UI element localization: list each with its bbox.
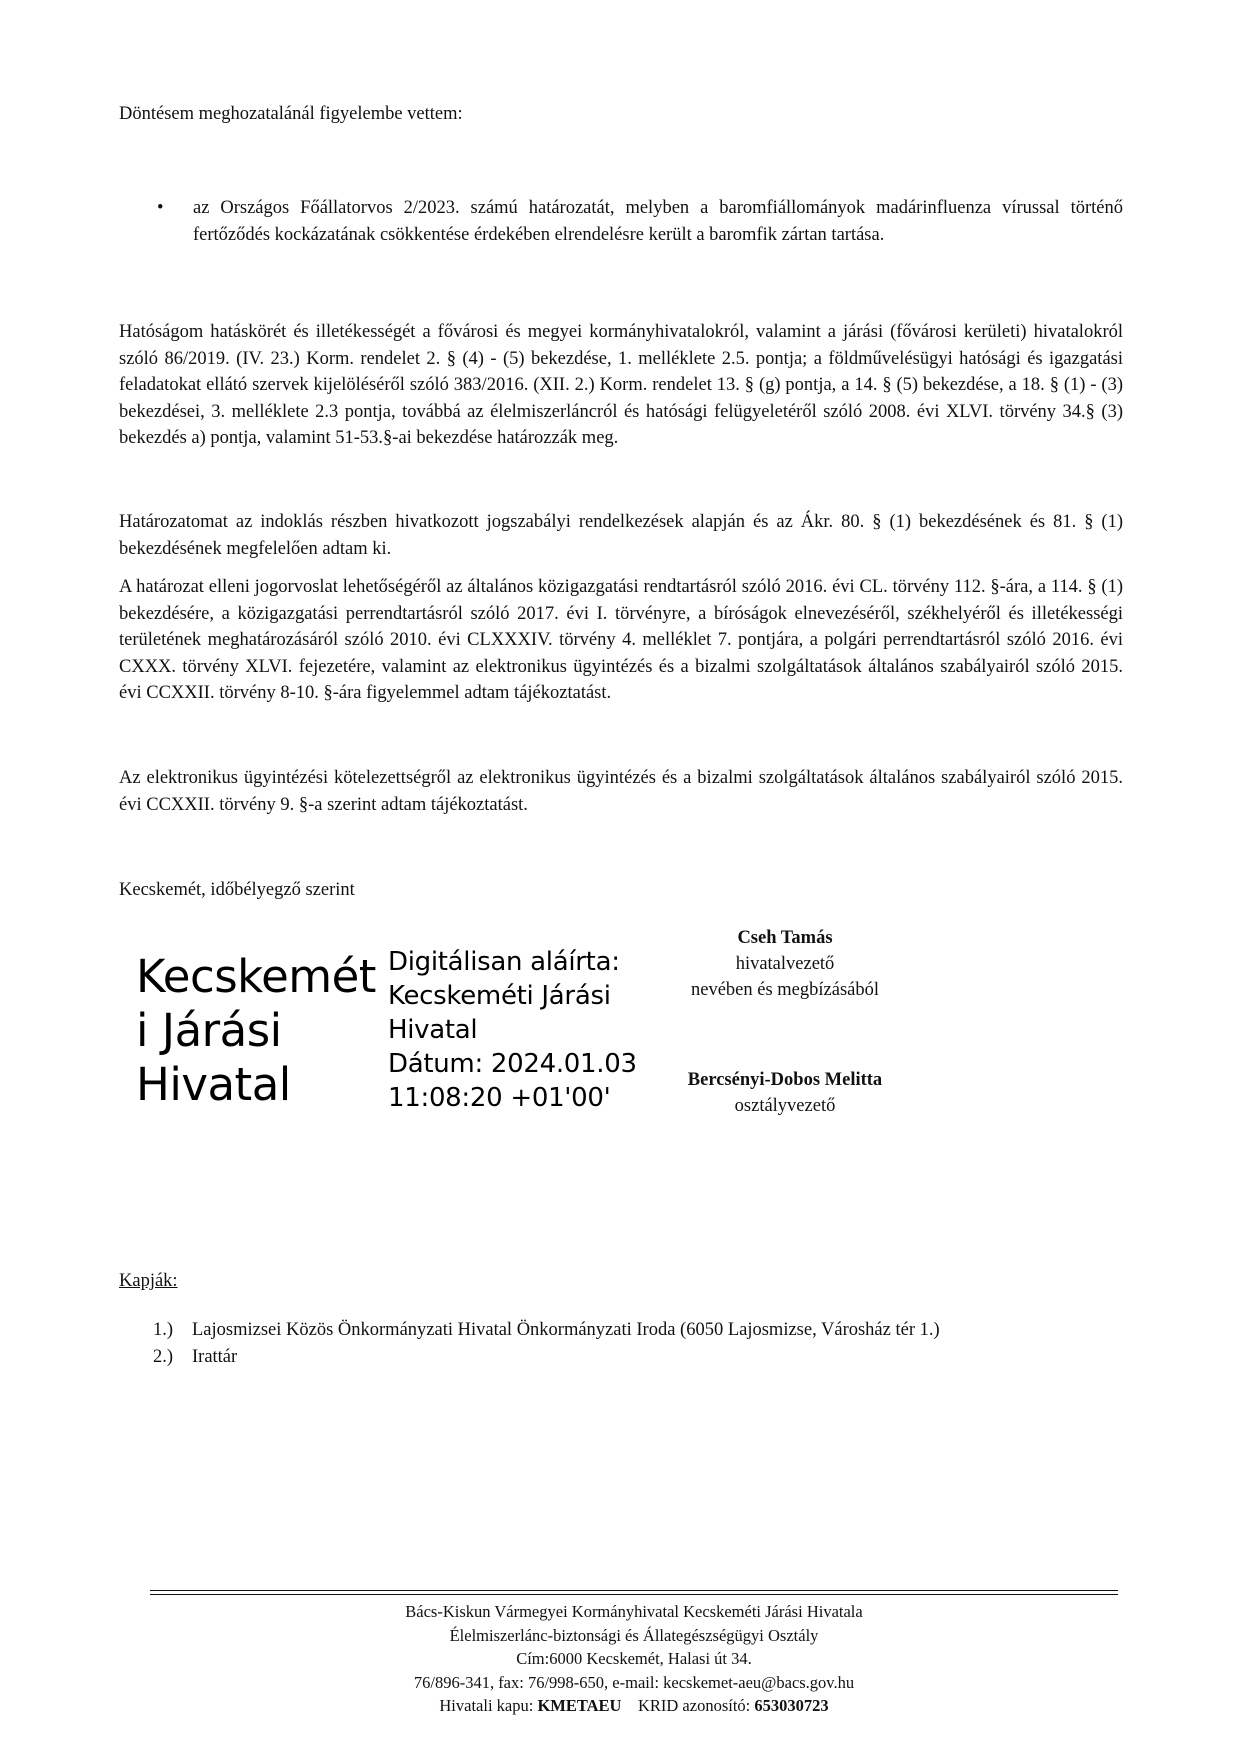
stamp-name-line: Kecskemét — [136, 950, 376, 1003]
intro-text: Döntésem meghozatalánál figyelembe vettem: — [119, 104, 463, 124]
list-item — [150, 1317, 1130, 1344]
stamp-detail-line: Hivatal — [388, 1015, 478, 1045]
stamp-name-line: Hivatal — [136, 1058, 291, 1111]
place-date: Kecskemét, időbélyegző szerint — [119, 880, 355, 900]
krid-value: 653030723 — [754, 1696, 829, 1715]
stamp-detail-line: 11:08:20 +01'00' — [388, 1083, 611, 1113]
footer-dept: Élelmiszerlánc-biztonsági és Állategészségügyi Osztály — [449, 1625, 819, 1645]
paragraph-competence: Hatóságom hatáskörét és illetékességét a fővárosi és megyei kormányhivatalokról, valamint a járási (fővárosi kerületi) hivatalokról szóló 86/2019. (IV. 23.) Korm. rendelet 2. § (4) - (5) bekezdése, 1. melléklete 2.5. pontja; a földművelésügyi hatósági és igazgatási feladatokat ellátó szervek kijelöléséről szóló 383/2016. (XII. 2.) Korm. rendelet 13. § (g) pontja, a 14. § (5) bekezdése, a 18. § (1) - (3) bekezdései, 3. melléklete 2.3 pontja, továbbá az élelmiszerláncról és hatósági felügyeletéről szóló 2008. évi XLVI. törvény 34.§ (3) bekezdés a) pontja, valamint 51-53.§-ai bekezdése határozzák meg. — [119, 322, 1123, 448]
paragraph-legal-remedy: A határozat elleni jogorvoslat lehetőségéről az általános közigazgatási rendtartásról szóló 2016. évi CL. törvény 112. §-ára, a 114. § (1) bekezdésére, a közigazgatási perrendtartásról szóló 2017. évi I. törvényre, a bíróságok elnevezéséről, székhelyéről és illetékességi területének meghatározásáról szóló 2010. évi CLXXXIV. törvény 4. melléklet 7. pontjára, a polgári perrendtartásról szóló 2016. évi CXXX. törvény XLVI. fejezetére, valamint az elektronikus ügyintézés és a bizalmi szolgáltatások általános szabályairól szóló 2015. évi CCXXII. törvény 8-10. §-ára figyelemmel adtam tájékoztatást. — [119, 577, 1123, 703]
krid-label: KRID azonosító: — [637, 1696, 751, 1715]
signer-name: Bercsényi-Dobos Melitta — [687, 1070, 883, 1090]
footer-divider — [150, 1590, 1118, 1591]
list-item-text: Lajosmizsei Közös Önkormányzati Hivatal Önkormányzati Iroda (6050 Lajosmizse, Városház tér 1.) — [192, 1320, 940, 1340]
bullet-text: az Országos Főállatorvos 2/2023. számú határozatát, melyben a baromfiállományok madárinfluenza vírussal történő fertőződés kockázatának csökkentése érdekében elrendelésre került a baromfik zártan tartása. — [193, 198, 1123, 245]
footer-divider — [150, 1594, 1118, 1595]
signer-role: nevében és megbízásából — [690, 980, 879, 1000]
stamp-name-line: i Járási — [136, 1004, 282, 1057]
signature-stamp-details — [388, 945, 648, 1115]
footer-ids — [150, 1694, 1118, 1718]
signer-role: hivatalvezető — [735, 954, 835, 974]
recipients-title: Kapják: — [119, 1271, 178, 1291]
footer-address: Cím:6000 Kecskemét, Halasi út 34. — [516, 1649, 752, 1668]
signer-name: Cseh Tamás — [737, 928, 833, 948]
signer-role: osztályvezető — [734, 1096, 836, 1116]
list-item — [150, 1344, 1130, 1371]
list-item-text: Irattár — [192, 1347, 238, 1367]
stamp-detail-line: Kecskeméti Járási — [388, 981, 611, 1011]
signature-stamp-name — [136, 950, 386, 1112]
paragraph-decision-basis: Határozatomat az indoklás részben hivatkozott jogszabályi rendelkezések alapján és az Ákr. 80. § (1) bekezdésének és 81. § (1) bekezdésének megfelelően adtam ki. — [119, 512, 1123, 559]
footer-contact: 76/896-341, fax: 76/998-650, e-mail: kecskemet-aeu@bacs.gov.hu — [413, 1672, 855, 1692]
list-item-number: 1.) — [153, 1320, 174, 1340]
gateway-value: KMETAEU — [537, 1696, 622, 1715]
stamp-detail-line: Digitálisan aláírta: — [388, 947, 620, 977]
footer-org: Bács-Kiskun Vármegyei Kormányhivatal Kecskeméti Járási Hivatala — [405, 1602, 863, 1621]
bullet-icon: • — [157, 198, 164, 218]
signers-block — [640, 925, 930, 1119]
stamp-detail-line: Dátum: 2024.01.03 — [388, 1049, 637, 1079]
gateway-label: Hivatali kapu: — [439, 1696, 534, 1715]
recipients-list — [150, 1317, 1130, 1371]
paragraph-electronic-admin: Az elektronikus ügyintézési kötelezettségről az elektronikus ügyintézés és a bizalmi szolgáltatások általános szabályairól szóló 2015. évi CCXXII. törvény 9. §-a szerint adtam tájékoztatást. — [119, 768, 1123, 815]
list-item-number: 2.) — [153, 1347, 174, 1367]
footer — [150, 1600, 1118, 1718]
